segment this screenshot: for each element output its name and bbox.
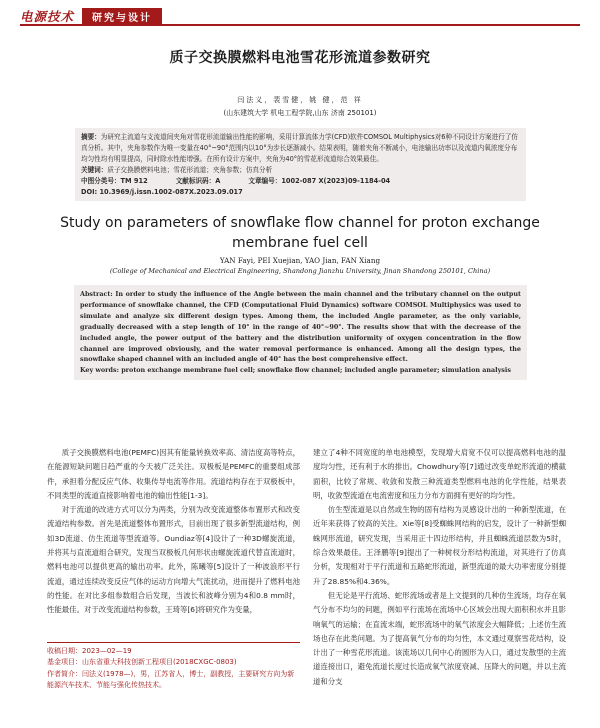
english-abstract	[80, 289, 521, 365]
english-keywords	[80, 365, 521, 376]
fund-info: 基金项目：山东省重大科技创新工程项目(2018CXGC-0803)	[47, 658, 237, 667]
body-paragraph: 但无论是平行流场、蛇形流场或者是上文提到的几种仿生流场，均存在氧气分布不均匀的问题，例如平行流场在流场中心区域会出现大面积积水并且影响氧气的运输；在直流末端，蛇形流场中的氧气浓度会大幅降低；上述仿生流场也存在此类问题。为了提高氧气分布的均匀性，本文通过观察雪花结构，设计出了一种雪花形流道。该流场以几何中心的圆形为入口，通过发散型的主流道连接出口，避免流道长度过长造成氧气浓度衰减、压降大的问题，并以主流道和分支	[313, 590, 566, 686]
body-column-left	[47, 446, 300, 618]
body-column-right	[313, 446, 566, 689]
body-paragraph: 对于流道的改进方式可以分为两类，分别为改变流道整体布置形式和改变流道结构参数。首先是流道整体布置形式，目前出现了很多新型流道结构，例如3D流道、仿生流道等型流道等。Oundiaz等[4]设计了一种3D螺旋流道，并将其与直流道组合研究，发现当双极板几何形状由螺旋流道代替直流道时，燃料电池可以提供更高的输出功率。此外，陈曦等[5]设计了一种波浪形平行流道，通过连续改变反应气体的运动方向增大气流扰动，进而提升了燃料电池的性能。在对比多组参数组合后发现，当波长和波峰分别为4和0.8 mm时，性能最佳。对于改变流道结构参数，王琦等[6]将研究作为变量，	[47, 505, 300, 615]
received-date: 收稿日期：2023—02—19	[47, 647, 132, 655]
chinese-authors: 闫法义，裴雪健，姚 健，范 祥	[237, 96, 363, 104]
footnote-divider	[47, 642, 300, 643]
abstract-label: 摘要：	[81, 133, 101, 141]
english-abstract-label: Abstract:	[80, 290, 113, 298]
english-affiliation: (College of Mechanical and Electrical Engineering, Shandong Jianzhu University, Jinan Shandong 250101, China)	[109, 267, 491, 275]
keywords-text: 质子交换膜燃料电池；雪花形流道；夹角参数；仿真分析	[107, 166, 273, 174]
article-number: 文章编号：1002-087 X(2023)09-1184-04	[248, 177, 391, 185]
section-tag: 研究与设计	[82, 8, 162, 25]
journal-header	[0, 8, 600, 24]
author-bio: 作者简介：闫法义(1978—)，男，江苏省人，博士，副教授，主要研究方向为新能源汽车技术、节能与强化传热技术。	[47, 669, 295, 690]
english-title-line1: Study on parameters of snowflake flow channel for proton exchange	[60, 215, 540, 231]
chinese-title: 质子交换膜燃料电池雪花形流道参数研究	[169, 50, 431, 66]
abstract-text: 为研究主流道与支流道间夹角对雪花形流道输出性能的影响，采用计算流体力学(CFD)软件COMSOL Multiphysics对6种不同设计方案进行了仿真分析。其中，夹角参数作为唯一变量在40°~90°范围内以10°为步长逐渐减小。结果表明，随着夹角不断减小，电池输出功率以及流道内氧浓度分布均匀性均有明显提高，同时除水性能增强。在所有设计方案中，夹角为40°的雪花形流道综合效果最佳。	[81, 133, 519, 163]
english-keywords-label: Key words:	[80, 366, 119, 375]
chinese-abstract-box	[75, 128, 526, 201]
clc-number: 中图分类号：TM 912	[81, 177, 148, 185]
english-title	[0, 213, 600, 253]
english-abstract-box	[74, 285, 527, 380]
english-authors: YAN Fayi, PEI Xuejian, YAO Jian, FAN Xiang	[219, 256, 381, 265]
footnote	[47, 646, 300, 692]
body-paragraph: 仿生型流道是以自然或生物的固有结构为灵感设计出的一种新型流道，在近年来获得了较高的关注。Xie等[8]受蜘蛛网结构的启发，设计了一种新型蜘蛛网形流道，研究发现，当采用正十四边形结构，并且蜘蛛流道层数为5时，综合效果最佳。王泽鹏等[9]提出了一种树杈分形结构流道，对其进行了仿真分析，发现相对于平行流道和五路蛇形流道，新型流道的最大功率密度分别提升了28.85%和4.36%。	[313, 505, 566, 586]
body-paragraph: 质子交换膜燃料电池(PEMFC)因其有能量转换效率高、清洁度高等特点，在能源短缺问题日趋严重的今天被广泛关注。双极板是PEMFC的重要组成部件，承担着分配反应气体、收集传导电流等作用。流道结构存在于双极板中，不同类型的流道直接影响着电池的输出性能[1-3]。	[47, 448, 300, 500]
body-paragraph: 建立了4种不同宽度的单电池模型，发现增大肩宽不仅可以提高燃料电池的温度均匀性，还有利于水的排出。Chowdhury等[7]通过改变单蛇形流道的横截面积，比较了常规、收敛和发散三种流道类型燃料电池的化学性能，结果表明，收敛型流道在电流密度和压力分布方面拥有更好的均匀性。	[313, 448, 566, 500]
document-code: 文献标识码：A	[175, 177, 221, 185]
english-abstract-text: In order to study the influence of the Angle between the main channel and the tributary channel on the output performance of snowflake channel, the CFD (Computational Fluid Dynamics) software COMSOL Multiphysics was used to simulate and analyze six different design types. Among them, the included Angle parameter, as the only variable, gradually decreased with a step length of 10° in the range of 40°~90°. The results show that with the decrease of the included angle, the power output of the battery and the distribution uniformity of oxygen concentration in the flow channel are improved obviously, and the water removal performance is enhanced. Among all the design types, the snowflake shaped channel with an included angle of 40° has the best comprehensive effect.	[80, 290, 521, 364]
keywords-label: 关键词：	[81, 166, 108, 174]
journal-name: 电源技术	[20, 9, 75, 24]
english-title-line2: membrane fuel cell	[232, 235, 368, 251]
english-keywords-text: proton exchange membrane fuel cell; snowflake flow channel; included angle parameter; simulation analysis	[121, 366, 511, 375]
chinese-affiliation: (山东建筑大学 机电工程学院,山东 济南 250101)	[223, 109, 377, 117]
chinese-abstract	[81, 132, 520, 165]
doi: DOI: 10.3969/j.issn.1002-087X.2023.09.017	[81, 188, 243, 196]
chinese-keywords	[81, 165, 520, 176]
header-divider	[20, 24, 580, 26]
classification-row	[81, 176, 520, 187]
